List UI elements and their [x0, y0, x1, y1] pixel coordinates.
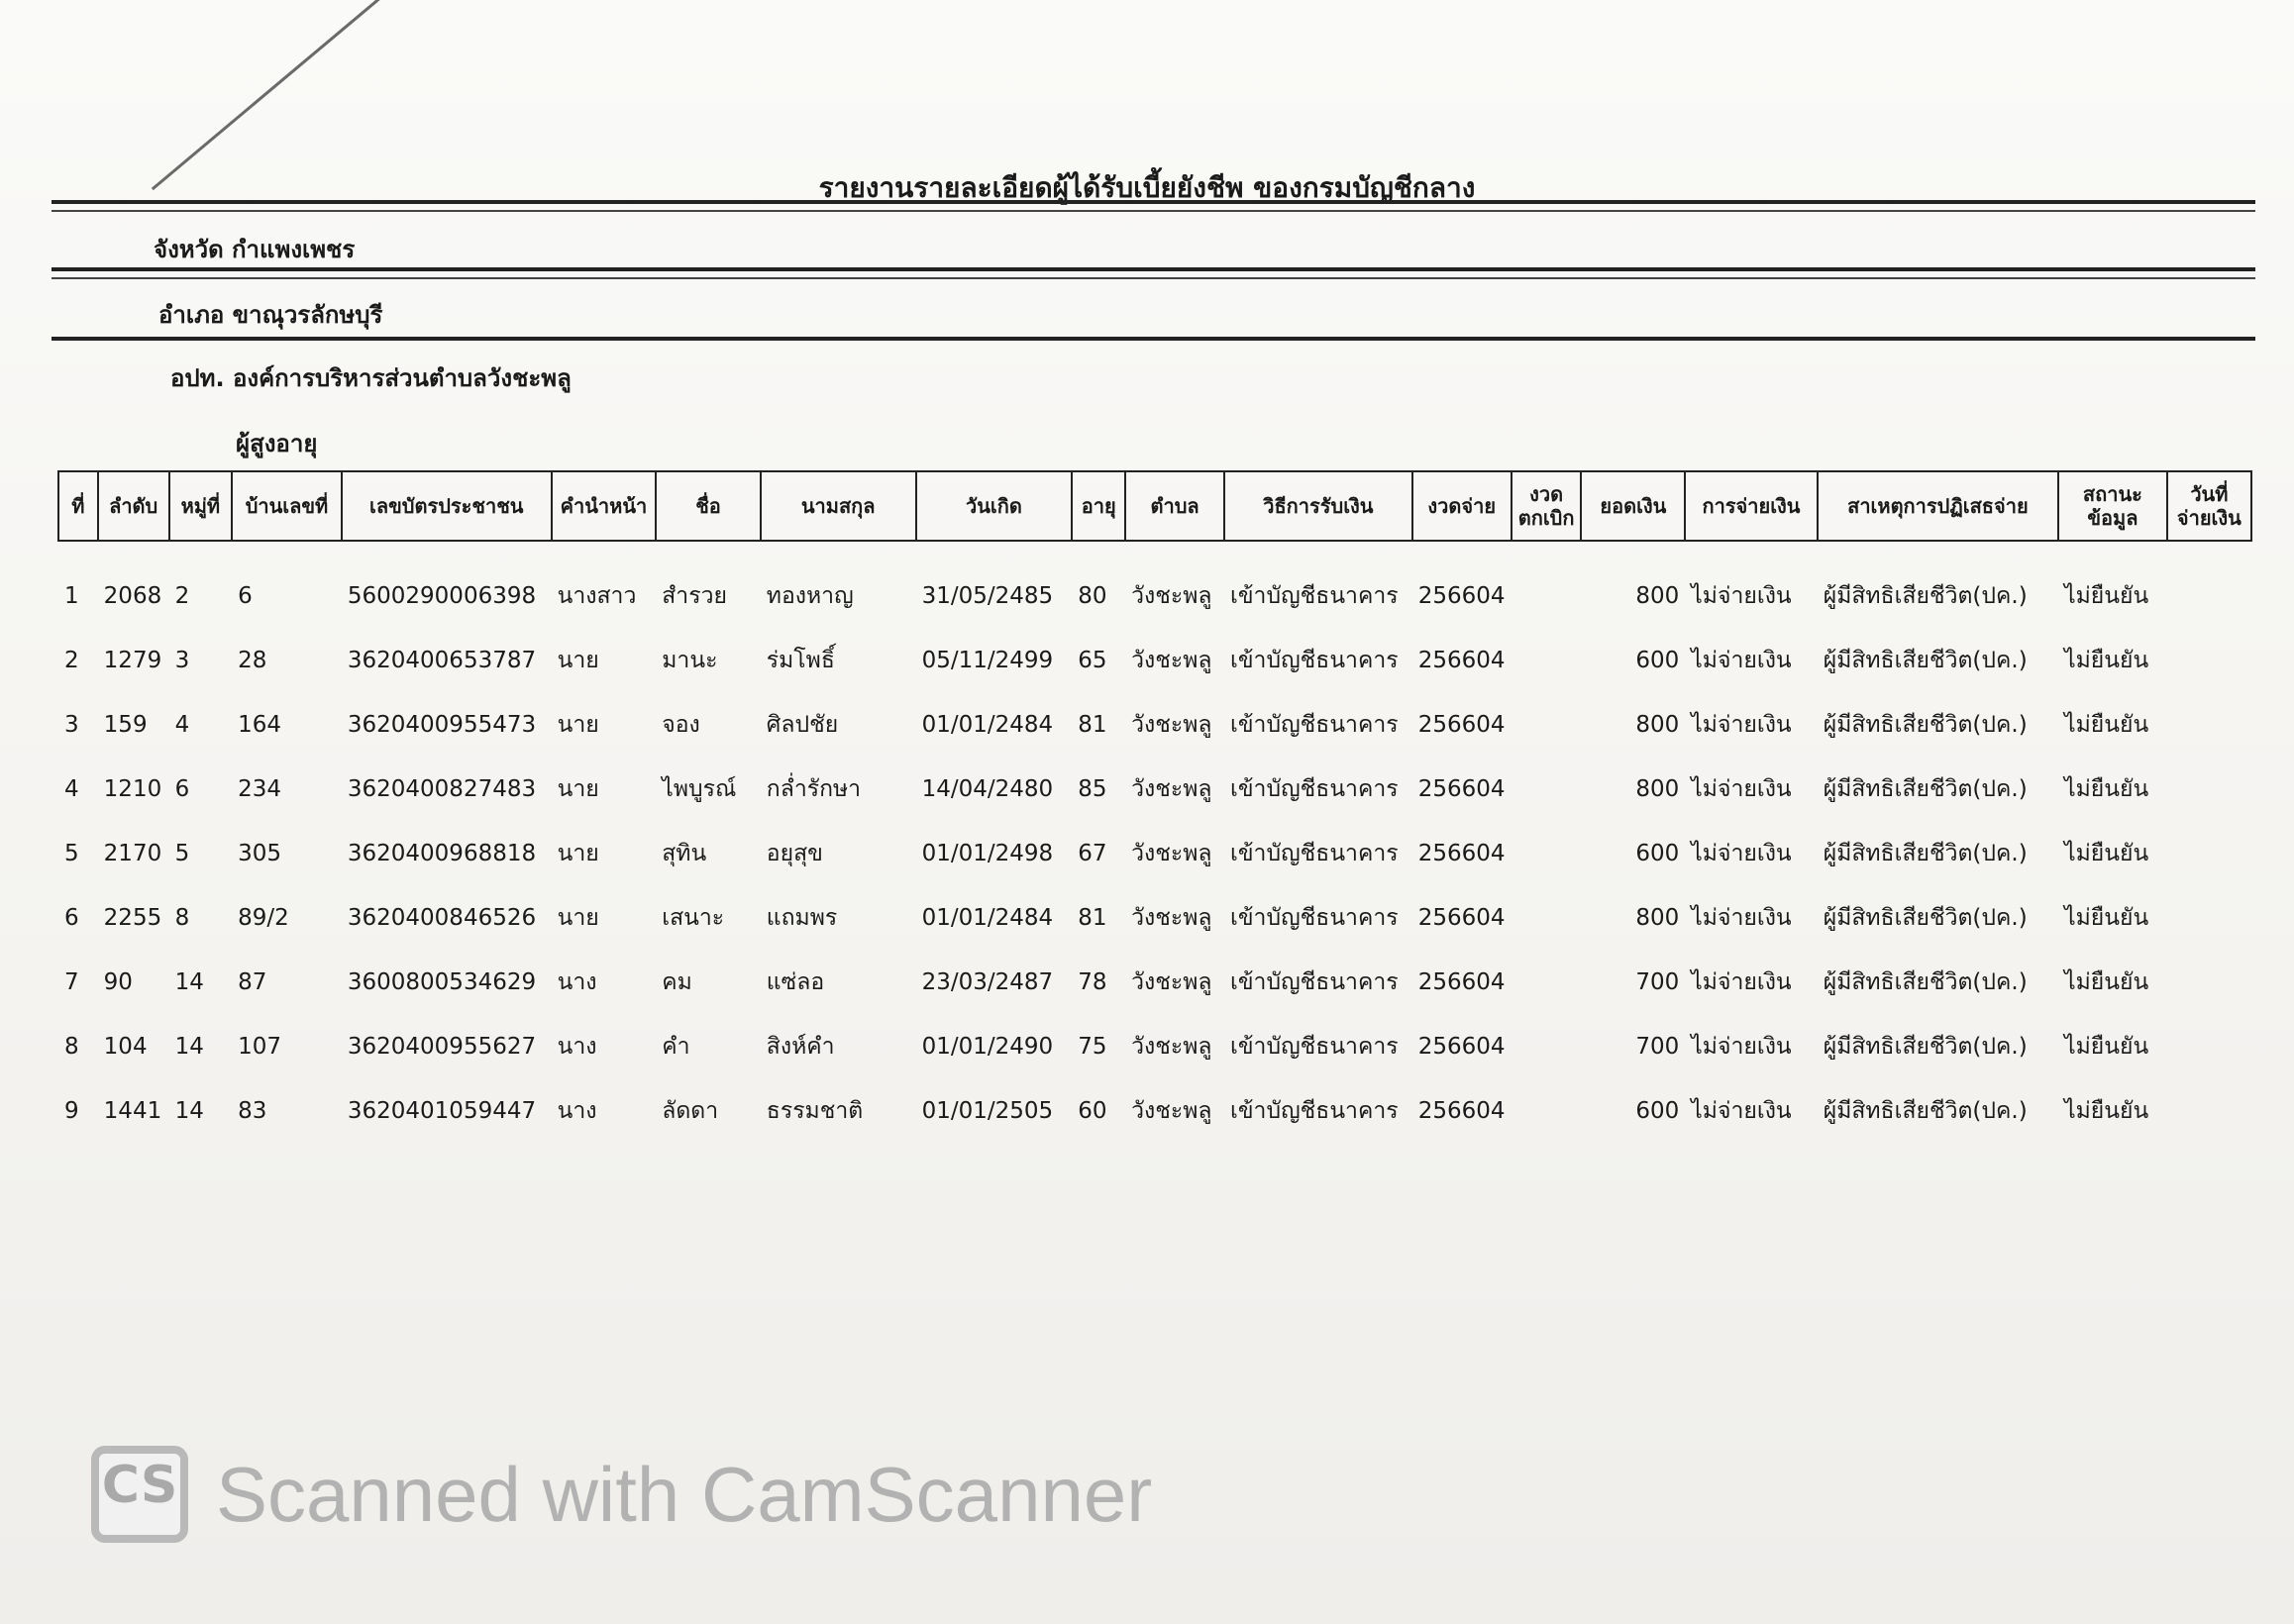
table-cell: 1210	[103, 775, 162, 802]
table-cell	[2167, 1014, 2251, 1078]
table-cell: 01/01/2505	[921, 1097, 1054, 1124]
table-cell: 23/03/2487	[921, 968, 1054, 995]
table-cell: ไม่ยืนยัน	[2064, 968, 2149, 995]
column-header: หมู่ที่	[169, 471, 232, 541]
table-cell: เข้าบัญชีธนาคาร	[1229, 904, 1399, 931]
table-cell: วังชะพลู	[1131, 1033, 1212, 1060]
table-cell: 104	[103, 1033, 148, 1060]
table-cell: 60	[1078, 1097, 1107, 1124]
column-header: บ้านเลขที่	[232, 471, 342, 541]
column-header: ชื่อ	[656, 471, 761, 541]
table-cell: 256604	[1417, 1097, 1506, 1124]
table-cell: เข้าบัญชีธนาคาร	[1229, 711, 1399, 738]
table-cell: ผู้มีสิทธิเสียชีวิต(ปค.)	[1823, 968, 2028, 995]
table-cell: ทองหาญ	[766, 582, 854, 609]
table-cell: 700	[1635, 968, 1680, 995]
table-cell: 1279	[103, 647, 162, 673]
table-cell: 6	[64, 904, 79, 931]
table-cell: 9	[64, 1097, 79, 1124]
table-cell: 01/01/2490	[921, 1033, 1054, 1060]
table-cell	[2167, 821, 2251, 885]
group-label: ผู้สูงอายุ	[236, 430, 318, 457]
table-cell: 800	[1635, 582, 1680, 609]
table-cell: ผู้มีสิทธิเสียชีวิต(ปค.)	[1823, 711, 2028, 738]
table-cell: 600	[1635, 840, 1680, 866]
province-divider-secondary	[52, 277, 2255, 279]
table-cell	[1512, 757, 1582, 821]
table-cell: 2	[174, 582, 190, 609]
column-header: ยอดเงิน	[1581, 471, 1685, 541]
table-cell: 5	[174, 840, 190, 866]
table-cell: นางสาว	[557, 582, 637, 609]
table-cell: ผู้มีสิทธิเสียชีวิต(ปค.)	[1823, 647, 2028, 673]
org-label: อปท. องค์การบริหารส่วนตำบลวังชะพลู	[170, 364, 572, 392]
recipients-table	[57, 470, 2252, 1143]
table-cell: เข้าบัญชีธนาคาร	[1229, 775, 1399, 802]
province-label: จังหวัด กำแพงเพชร	[154, 236, 356, 263]
table-cell: นาย	[557, 775, 599, 802]
table-cell: 8	[174, 904, 190, 931]
table-cell: ผู้มีสิทธิเสียชีวิต(ปค.)	[1823, 582, 2028, 609]
column-header: ลำดับ	[98, 471, 169, 541]
column-header: เลขบัตรประชาชน	[342, 471, 552, 541]
table-cell: 67	[1078, 840, 1107, 866]
table-cell: 1441	[103, 1097, 162, 1124]
table-cell: 164	[238, 711, 281, 738]
title-underline-secondary	[52, 210, 2255, 212]
table-cell: วังชะพลู	[1131, 968, 1212, 995]
table-cell: ผู้มีสิทธิเสียชีวิต(ปค.)	[1823, 904, 2028, 931]
column-header: งวดจ่าย	[1412, 471, 1512, 541]
report-title: รายงานรายละเอียดผู้ได้รับเบี้ยยังชีพ ของกรมบัญชีกลาง	[818, 171, 1476, 204]
column-header: วันที่ จ่ายเงิน	[2167, 471, 2251, 541]
table-cell	[2167, 885, 2251, 950]
table-cell: ไม่ยืนยัน	[2064, 904, 2149, 931]
table-cell: จอง	[662, 711, 700, 738]
title-underline	[52, 200, 2255, 204]
table-cell: ไพบูรณ์	[662, 775, 737, 802]
table-cell: ไม่จ่ายเงิน	[1691, 1033, 1792, 1060]
table-cell: 800	[1635, 904, 1680, 931]
table-cell: 75	[1078, 1033, 1107, 1060]
table-cell: 01/01/2498	[921, 840, 1054, 866]
table-cell: ไม่จ่ายเงิน	[1691, 775, 1792, 802]
table-cell: 4	[64, 775, 79, 802]
table-cell: 6	[174, 775, 190, 802]
table-cell: นาง	[557, 1033, 597, 1060]
table-cell: 8	[64, 1033, 79, 1060]
table-cell: ไม่ยืนยัน	[2064, 711, 2149, 738]
column-header: วันเกิด	[916, 471, 1073, 541]
table-cell: ไม่ยืนยัน	[2064, 1033, 2149, 1060]
table-cell: ลัดดา	[662, 1097, 719, 1124]
table-cell: นาย	[557, 840, 599, 866]
table-cell	[2167, 950, 2251, 1014]
table-cell: วังชะพลู	[1131, 904, 1212, 931]
column-header: นามสกุล	[761, 471, 916, 541]
table-cell: 14	[174, 1097, 204, 1124]
column-header: สถานะ ข้อมูล	[2058, 471, 2167, 541]
table-cell	[1512, 1014, 1582, 1078]
table-cell: 89/2	[238, 904, 289, 931]
table-cell: 256604	[1417, 1033, 1506, 1060]
table-row	[58, 1014, 2251, 1078]
table-cell: 256604	[1417, 775, 1506, 802]
table-cell: 2170	[103, 840, 162, 866]
table-cell: ผู้มีสิทธิเสียชีวิต(ปค.)	[1823, 1033, 2028, 1060]
table-cell: คำ	[662, 1033, 690, 1060]
table-cell: 3620400827483	[347, 775, 537, 802]
column-header: การจ่ายเงิน	[1685, 471, 1817, 541]
table-cell: 256604	[1417, 647, 1506, 673]
table-cell: 14/04/2480	[921, 775, 1054, 802]
table-cell: ไม่จ่ายเงิน	[1691, 1097, 1792, 1124]
table-cell: 5	[64, 840, 79, 866]
table-cell: ไม่จ่ายเงิน	[1691, 647, 1792, 673]
table-cell: 3620400955627	[347, 1033, 537, 1060]
table-cell: 2	[64, 647, 79, 673]
table-cell: เข้าบัญชีธนาคาร	[1229, 968, 1399, 995]
table-cell: 234	[238, 775, 281, 802]
table-cell: 800	[1635, 775, 1680, 802]
table-cell: วังชะพลู	[1131, 711, 1212, 738]
table-cell: 85	[1078, 775, 1107, 802]
table-cell: มานะ	[662, 647, 718, 673]
table-cell	[2167, 757, 2251, 821]
column-header: ตำบล	[1125, 471, 1224, 541]
table-cell: 3600800534629	[347, 968, 537, 995]
table-cell: 87	[238, 968, 267, 995]
table-cell: 3620400846526	[347, 904, 537, 931]
table-cell: 256604	[1417, 968, 1506, 995]
table-cell	[2167, 563, 2251, 628]
table-cell: แซ่ลอ	[766, 968, 825, 995]
table-cell	[2167, 692, 2251, 757]
table-row	[58, 950, 2251, 1014]
table-cell: ไม่ยืนยัน	[2064, 840, 2149, 866]
table-cell: 81	[1078, 711, 1107, 738]
table-cell: ไม่ยืนยัน	[2064, 647, 2149, 673]
table-cell: เข้าบัญชีธนาคาร	[1229, 647, 1399, 673]
table-row	[58, 563, 2251, 628]
table-cell	[2167, 1078, 2251, 1143]
table-body	[58, 541, 2251, 1143]
table-cell	[1512, 1078, 1582, 1143]
table-cell: ไม่จ่ายเงิน	[1691, 711, 1792, 738]
table-cell: 2255	[103, 904, 162, 931]
table-cell	[1512, 950, 1582, 1014]
camscanner-watermark	[91, 1440, 1152, 1549]
watermark-text: Scanned with CamScanner	[216, 1450, 1153, 1538]
table-row	[58, 757, 2251, 821]
table-cell: 90	[103, 968, 133, 995]
table-cell: ไม่ยืนยัน	[2064, 1097, 2149, 1124]
table-cell: 81	[1078, 904, 1107, 931]
table-cell: เข้าบัญชีธนาคาร	[1229, 582, 1399, 609]
table-row	[58, 885, 2251, 950]
table-cell	[1512, 563, 1582, 628]
table-cell: 01/01/2484	[921, 904, 1054, 931]
table-cell: 31/05/2485	[921, 582, 1054, 609]
table-cell: ผู้มีสิทธิเสียชีวิต(ปค.)	[1823, 840, 2028, 866]
table-cell: ร่มโพธิ์	[766, 647, 835, 673]
table-cell: 256604	[1417, 840, 1506, 866]
table-cell: 305	[238, 840, 281, 866]
table-cell: นาง	[557, 968, 597, 995]
table-cell	[2167, 628, 2251, 692]
table-cell: สุทิน	[662, 840, 707, 866]
camscanner-logo-icon: CS	[91, 1446, 188, 1543]
table-cell: 600	[1635, 1097, 1680, 1124]
table-cell: ไม่ยืนยัน	[2064, 582, 2149, 609]
table-cell: นาย	[557, 647, 599, 673]
table-cell: 7	[64, 968, 79, 995]
table-cell: คม	[662, 968, 692, 995]
table-cell: 01/01/2484	[921, 711, 1054, 738]
table-cell: 14	[174, 1033, 204, 1060]
table-cell: เข้าบัญชีธนาคาร	[1229, 1033, 1399, 1060]
table-cell: 3	[64, 711, 79, 738]
table-cell: นาย	[557, 904, 599, 931]
table-cell: 800	[1635, 711, 1680, 738]
table-cell	[1512, 628, 1582, 692]
table-cell: เสนาะ	[662, 904, 725, 931]
table-cell: วังชะพลู	[1131, 840, 1212, 866]
table-cell: 14	[174, 968, 204, 995]
table-row	[58, 821, 2251, 885]
table-cell: แถมพร	[766, 904, 838, 931]
table-cell: สำรวย	[662, 582, 727, 609]
column-header: วิธีการรับเงิน	[1224, 471, 1412, 541]
table-cell: 600	[1635, 647, 1680, 673]
column-header: สาเหตุการปฏิเสธจ่าย	[1818, 471, 2058, 541]
table-cell	[1512, 821, 1582, 885]
table-cell: สิงห์คำ	[766, 1033, 835, 1060]
table-cell: ไม่จ่ายเงิน	[1691, 582, 1792, 609]
table-cell: ไม่จ่ายเงิน	[1691, 904, 1792, 931]
table-cell: วังชะพลู	[1131, 647, 1212, 673]
table-cell: 3	[174, 647, 190, 673]
table-cell: วังชะพลู	[1131, 582, 1212, 609]
table-cell: ผู้มีสิทธิเสียชีวิต(ปค.)	[1823, 775, 2028, 802]
table-cell: เข้าบัญชีธนาคาร	[1229, 840, 1399, 866]
table-cell: นาง	[557, 1097, 597, 1124]
table-row	[58, 628, 2251, 692]
table-cell: ผู้มีสิทธิเสียชีวิต(ปค.)	[1823, 1097, 2028, 1124]
table-cell: ไม่ยืนยัน	[2064, 775, 2149, 802]
table-cell: ธรรมชาติ	[766, 1097, 864, 1124]
table-cell: 2068	[103, 582, 162, 609]
table-header-row	[58, 471, 2251, 541]
table-cell: 05/11/2499	[921, 647, 1054, 673]
table-cell: 3620400968818	[347, 840, 537, 866]
column-header: อายุ	[1072, 471, 1125, 541]
table-cell	[1512, 692, 1582, 757]
table-row	[58, 692, 2251, 757]
table-cell: 80	[1078, 582, 1107, 609]
table-cell: นาย	[557, 711, 599, 738]
table-cell: 28	[238, 647, 267, 673]
table-cell: 1	[64, 582, 79, 609]
table-cell: ไม่จ่ายเงิน	[1691, 840, 1792, 866]
table-cell: 159	[103, 711, 148, 738]
table-cell	[1512, 885, 1582, 950]
table-cell: เข้าบัญชีธนาคาร	[1229, 1097, 1399, 1124]
column-header: งวด ตกเบิก	[1512, 471, 1582, 541]
table-cell: วังชะพลู	[1131, 1097, 1212, 1124]
district-divider	[52, 337, 2255, 341]
column-header: คำนำหน้า	[552, 471, 657, 541]
district-label: อำเภอ ขาณุวรลักษบุรี	[158, 301, 383, 329]
table-cell: 3620400955473	[347, 711, 537, 738]
table-cell: กล่ำรักษา	[766, 775, 862, 802]
table-cell: 3620400653787	[347, 647, 537, 673]
table-row	[58, 1078, 2251, 1143]
table-cell: 256604	[1417, 711, 1506, 738]
table-cell: ไม่จ่ายเงิน	[1691, 968, 1792, 995]
table-cell: 4	[174, 711, 190, 738]
table-cell: 78	[1078, 968, 1107, 995]
column-header: ที่	[58, 471, 98, 541]
table-cell: 6	[238, 582, 253, 609]
table-cell: 83	[238, 1097, 267, 1124]
table-cell: ศิลปชัย	[766, 711, 839, 738]
table-cell: 256604	[1417, 904, 1506, 931]
table-cell: 256604	[1417, 582, 1506, 609]
table-cell: 107	[238, 1033, 281, 1060]
table-cell: 65	[1078, 647, 1107, 673]
table-cell: 5600290006398	[347, 582, 537, 609]
province-divider	[52, 267, 2255, 271]
table-cell: อยุสุข	[766, 840, 823, 866]
table-cell: 700	[1635, 1033, 1680, 1060]
table-cell: 3620401059447	[347, 1097, 537, 1124]
table-cell: วังชะพลู	[1131, 775, 1212, 802]
